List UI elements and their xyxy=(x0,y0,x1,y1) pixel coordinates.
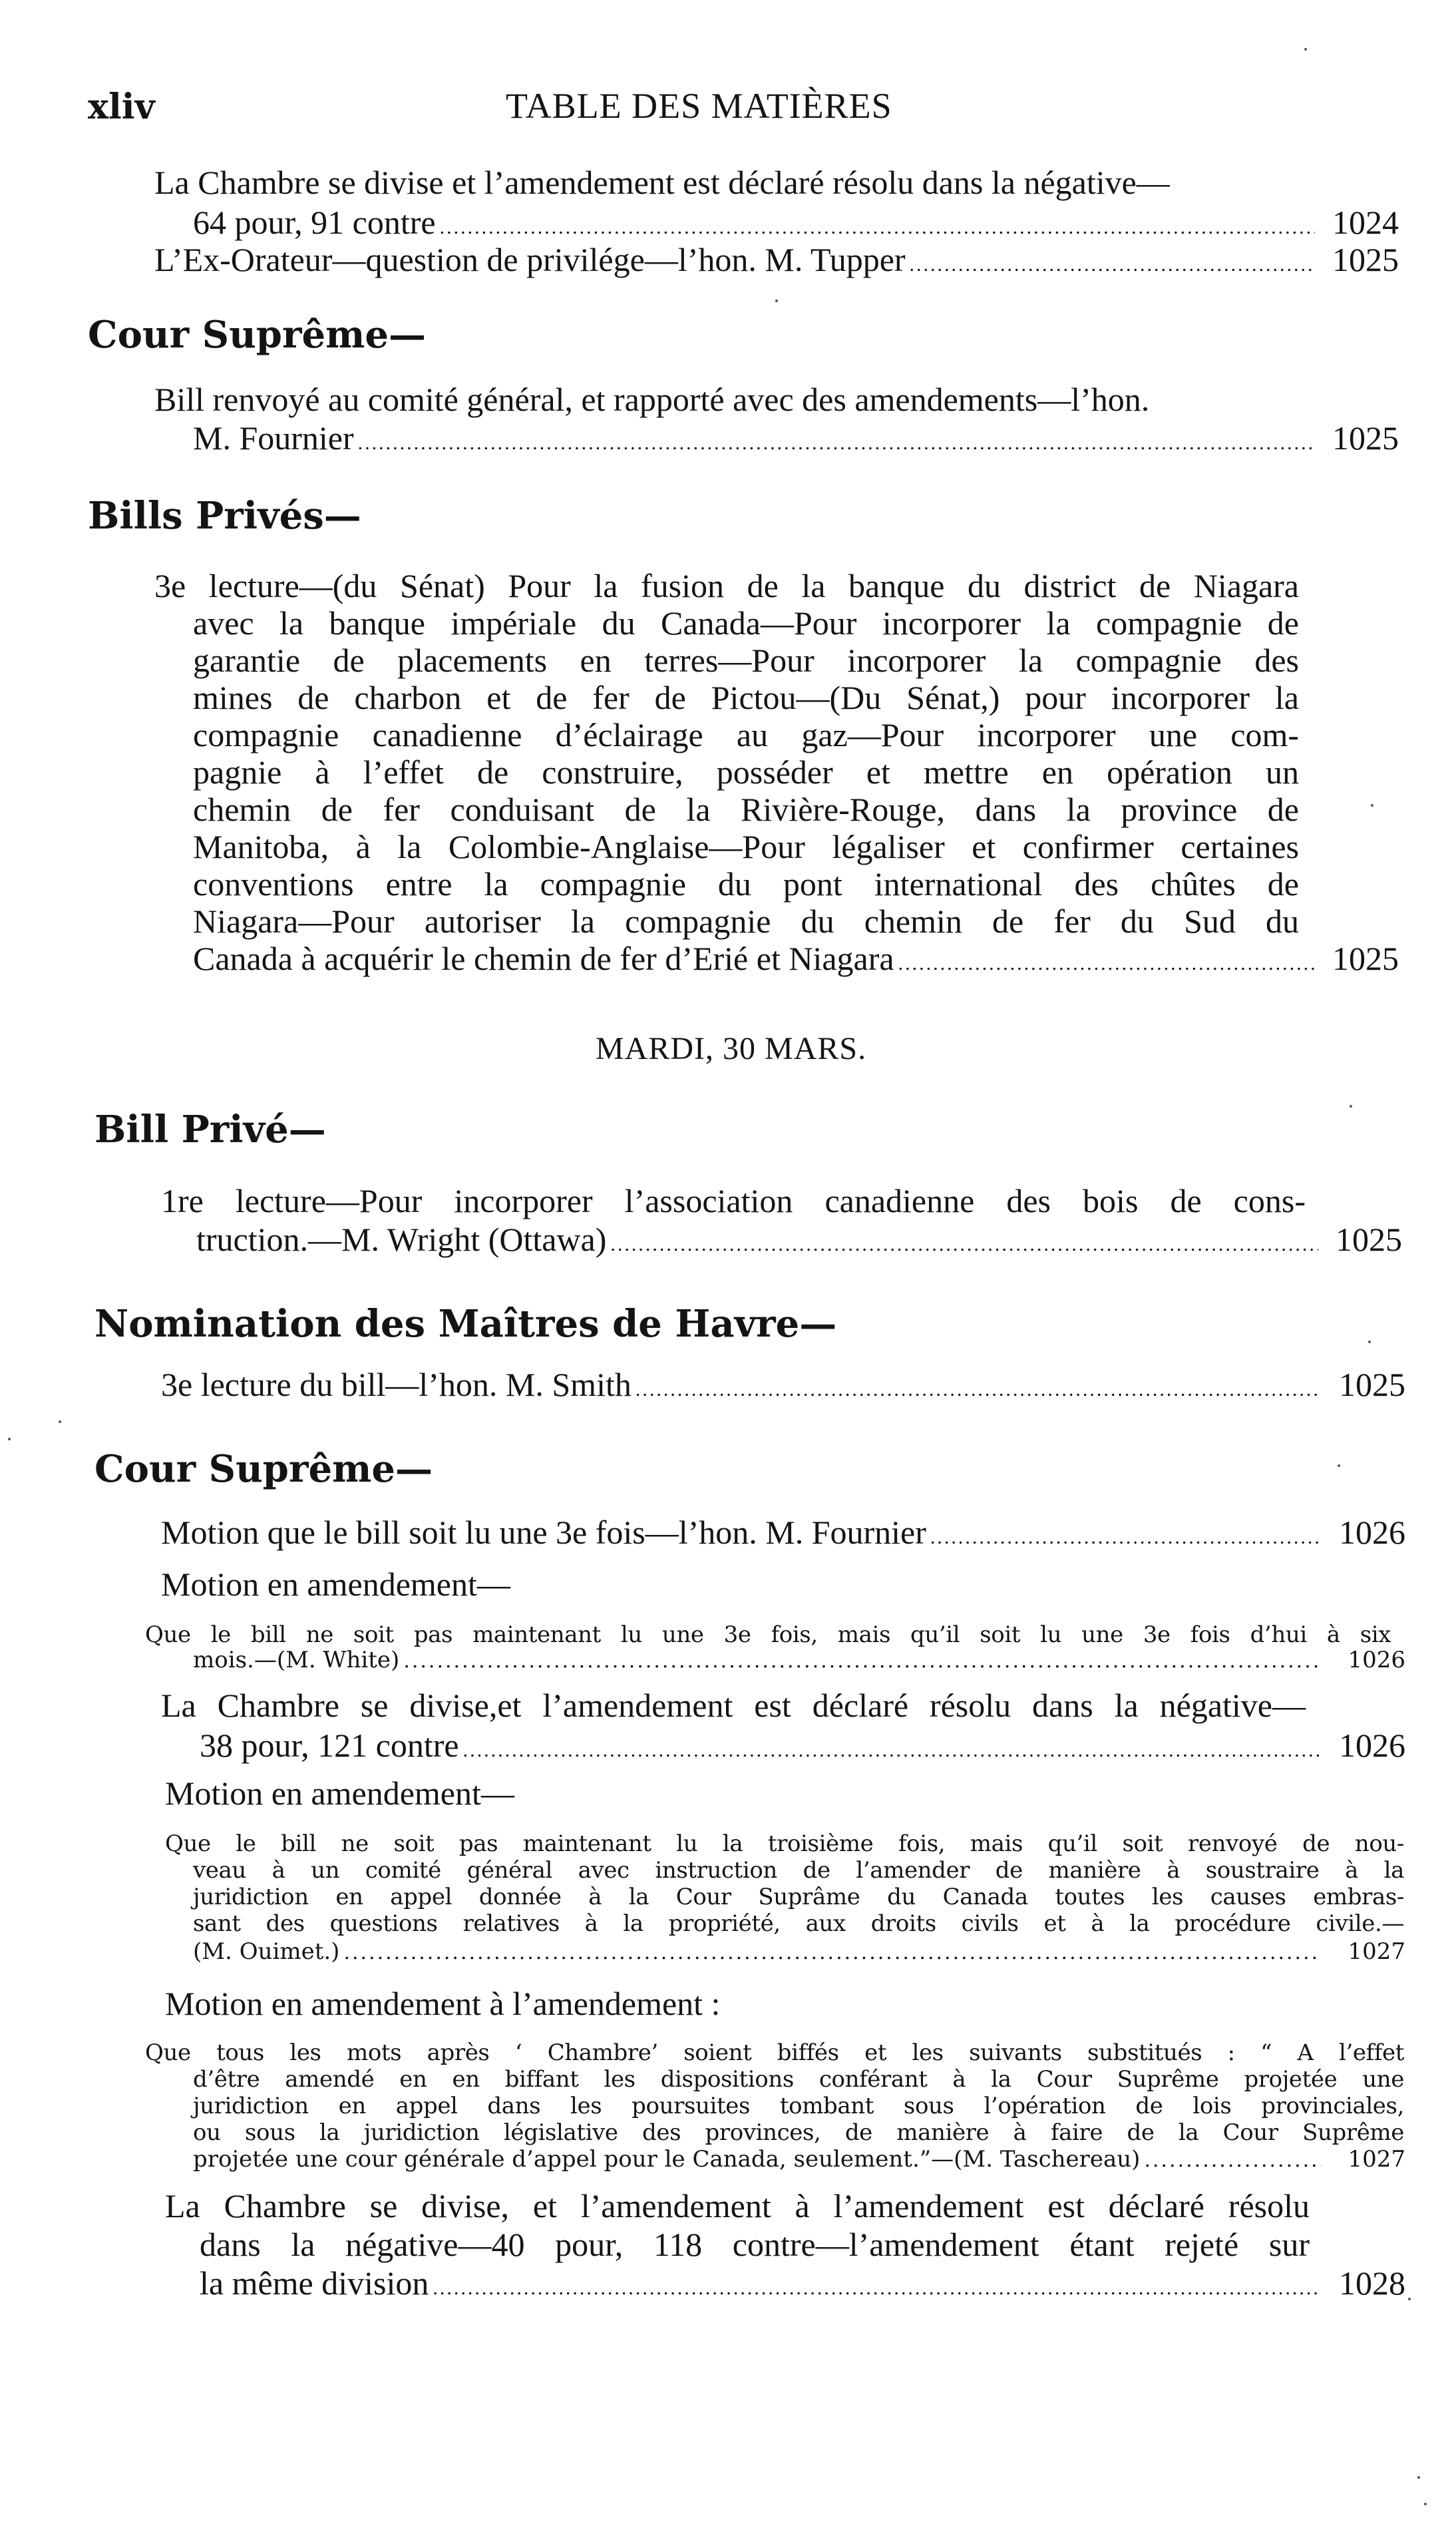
amendment-text: d’être amendé en en biffant les dispositions conférant à la Cour Suprême projetée une xyxy=(193,2066,1404,2093)
amendment-text: Que le bill ne soit pas maintenant lu une 3e fois, mais qu’il soit lu une 3e fois d’hui à six xyxy=(145,1621,1391,1648)
dot-leader xyxy=(910,245,1315,285)
dot-leader xyxy=(433,2268,1322,2308)
entry-line: Bill renvoyé au comité général, et rapporté avec des amendements—l’hon. xyxy=(154,381,1150,418)
toc-entry xyxy=(193,939,1399,984)
amendment-text: veau à un comité général avec instruction de l’amender de manière à soustraire à la xyxy=(193,1857,1404,1884)
section-heading: Cour Suprême— xyxy=(94,1447,433,1491)
page-folio: xliv xyxy=(88,87,155,127)
paper-speck xyxy=(1408,2298,1411,2300)
toc-entry xyxy=(154,240,1399,285)
dot-leader xyxy=(610,1225,1318,1265)
paper-speck xyxy=(8,1438,11,1440)
paper-speck xyxy=(1424,2503,1427,2505)
dot-leader xyxy=(358,423,1315,463)
entry-text: L’Ex-Orateur—question de privilége—l’hon. M. Tupper xyxy=(154,241,906,278)
section-heading: Bill Privé— xyxy=(94,1108,326,1152)
entry-line: 1re lecture—Pour incorporer l’association canadienne des bois de cons- xyxy=(161,1182,1306,1219)
entry-line: chemin de fer conduisant de la Rivière-Rouge, dans la province de xyxy=(193,791,1299,828)
dot-leader xyxy=(1144,2147,1322,2174)
section-heading: Cour Suprême— xyxy=(88,313,426,357)
entry-text: M. Fournier xyxy=(193,419,354,457)
toc-entry xyxy=(161,1512,1405,1558)
page-number: 1025 xyxy=(1332,241,1399,278)
page-number: 1025 xyxy=(1332,419,1399,457)
toc-entry xyxy=(196,1219,1402,1265)
motion-label: Motion en amendement— xyxy=(165,1775,514,1812)
division-line-1: La Chambre se divise et l’amendement est déclaré résolu dans la négative— xyxy=(154,164,1170,201)
entry-line: conventions entre la compagnie du pont international des chûtes de xyxy=(193,865,1299,903)
page-number: 1025 xyxy=(1339,1366,1405,1403)
dot-leader xyxy=(463,1731,1322,1771)
entry-text: 64 pour, 91 contre xyxy=(193,204,436,241)
paper-speck xyxy=(59,1420,61,1423)
toc-entry xyxy=(193,1647,1405,1675)
page-number: 1026 xyxy=(1339,1514,1405,1551)
page-number: 1025 xyxy=(1332,940,1399,977)
page-number: 1026 xyxy=(1339,1727,1405,1764)
entry-line: 3e lecture—(du Sénat) Pour la fusion de la banque du district de Niagara xyxy=(154,567,1299,604)
dot-leader xyxy=(343,1940,1322,1966)
toc-entry xyxy=(200,1725,1405,1771)
section-heading: Nomination des Maîtres de Havre— xyxy=(94,1302,837,1346)
paper-speck xyxy=(775,300,778,302)
dot-leader xyxy=(898,944,1315,984)
entry-line: compagnie canadienne d’éclairage au gaz—Pour incorporer une com- xyxy=(193,716,1299,753)
toc-entry xyxy=(161,1365,1405,1410)
amendment-text: Que le bill ne soit pas maintenant lu la troisième fois, mais qu’il soit renvoyé de nou- xyxy=(165,1830,1404,1857)
page-number: 1027 xyxy=(1348,1938,1405,1965)
division-line-1: La Chambre se divise, et l’amendement à l’amendement est déclaré résolu xyxy=(165,2187,1310,2224)
amendment-text: sant des questions relatives à la propriété, aux droits civils et à la procédure civile.— xyxy=(193,1910,1404,1937)
entry-line: pagnie à l’effet de construire, posséder et mettre en opération un xyxy=(193,753,1299,791)
paper-speck xyxy=(1304,48,1307,51)
page-number: 1027 xyxy=(1348,2146,1405,2173)
dot-leader xyxy=(636,1370,1322,1410)
page-number: 1026 xyxy=(1348,1647,1405,1673)
entry-text: (M. Ouimet.) xyxy=(193,1938,340,1965)
division-line-2: dans la négative—40 pour, 118 contre—l’amendement étant rejeté sur xyxy=(200,2226,1310,2263)
entry-text: la même division xyxy=(200,2264,429,2302)
entry-text: mois.—(M. White) xyxy=(193,1647,400,1673)
entry-line: garantie de placements en terres—Pour incorporer la compagnie des xyxy=(193,642,1299,679)
paper-speck xyxy=(1338,1464,1340,1467)
entry-text: Canada à acquérir le chemin de fer d’Erié et Niagara xyxy=(193,940,894,977)
amendment-text: juridiction en appel donnée à la Cour Suprâme du Canada toutes les causes embras- xyxy=(193,1884,1404,1910)
entry-line: Niagara—Pour autoriser la compagnie du chemin de fer du Sud du xyxy=(193,903,1299,940)
paper-speck xyxy=(1368,1341,1371,1343)
page-number: 1028 xyxy=(1339,2264,1405,2302)
amendment-text: ou sous la juridiction législative des provinces, de manière à faire de la Cour Suprême xyxy=(193,2119,1404,2146)
toc-entry xyxy=(193,418,1399,463)
entry-text: truction.—M. Wright (Ottawa) xyxy=(196,1221,607,1258)
entry-line: mines de charbon et de fer de Pictou—(Du Sénat,) pour incorporer la xyxy=(193,679,1299,716)
division-line-1: La Chambre se divise,et l’amendement est déclaré résolu dans la négative— xyxy=(161,1687,1306,1724)
toc-entry xyxy=(193,2146,1405,2174)
dot-leader xyxy=(930,1518,1322,1558)
running-title: TABLE DES MATIÈRES xyxy=(506,86,892,126)
entry-text: projetée une cour générale d’appel pour le Canada, seulement.”—(M. Taschereau) xyxy=(193,2146,1141,2173)
paper-speck xyxy=(1417,2476,1420,2479)
entry-text: Motion que le bill soit lu une 3e fois—l’hon. M. Fournier xyxy=(161,1514,926,1551)
page-number: 1024 xyxy=(1332,204,1399,241)
toc-entry xyxy=(193,1938,1405,1966)
motion-label: Motion en amendement— xyxy=(161,1566,510,1603)
date-heading: MARDI, 30 MARS. xyxy=(596,1031,867,1066)
paper-speck xyxy=(1350,1105,1352,1108)
entry-line: Manitoba, à la Colombie-Anglaise—Pour légaliser et confirmer certaines xyxy=(193,828,1299,865)
page-number: 1025 xyxy=(1336,1221,1402,1258)
dot-leader xyxy=(403,1648,1322,1675)
section-heading: Bills Privés— xyxy=(88,494,361,538)
amendment-text: juridiction en appel dans les poursuites tombant sous l’opération de lois provinciales, xyxy=(193,2093,1404,2119)
amendment-text: Que tous les mots après ‘ Chambre’ soient biffés et les suivants substitués : “ A l’effet xyxy=(145,2039,1404,2066)
entry-line: avec la banque impériale du Canada—Pour incorporer la compagnie de xyxy=(193,604,1299,642)
motion-label: Motion en amendement à l’amendement : xyxy=(165,1985,721,2022)
toc-entry xyxy=(200,2263,1405,2308)
paper-speck xyxy=(1371,804,1373,807)
entry-text: 38 pour, 121 contre xyxy=(200,1727,459,1764)
entry-text: 3e lecture du bill—l’hon. M. Smith xyxy=(161,1366,632,1403)
